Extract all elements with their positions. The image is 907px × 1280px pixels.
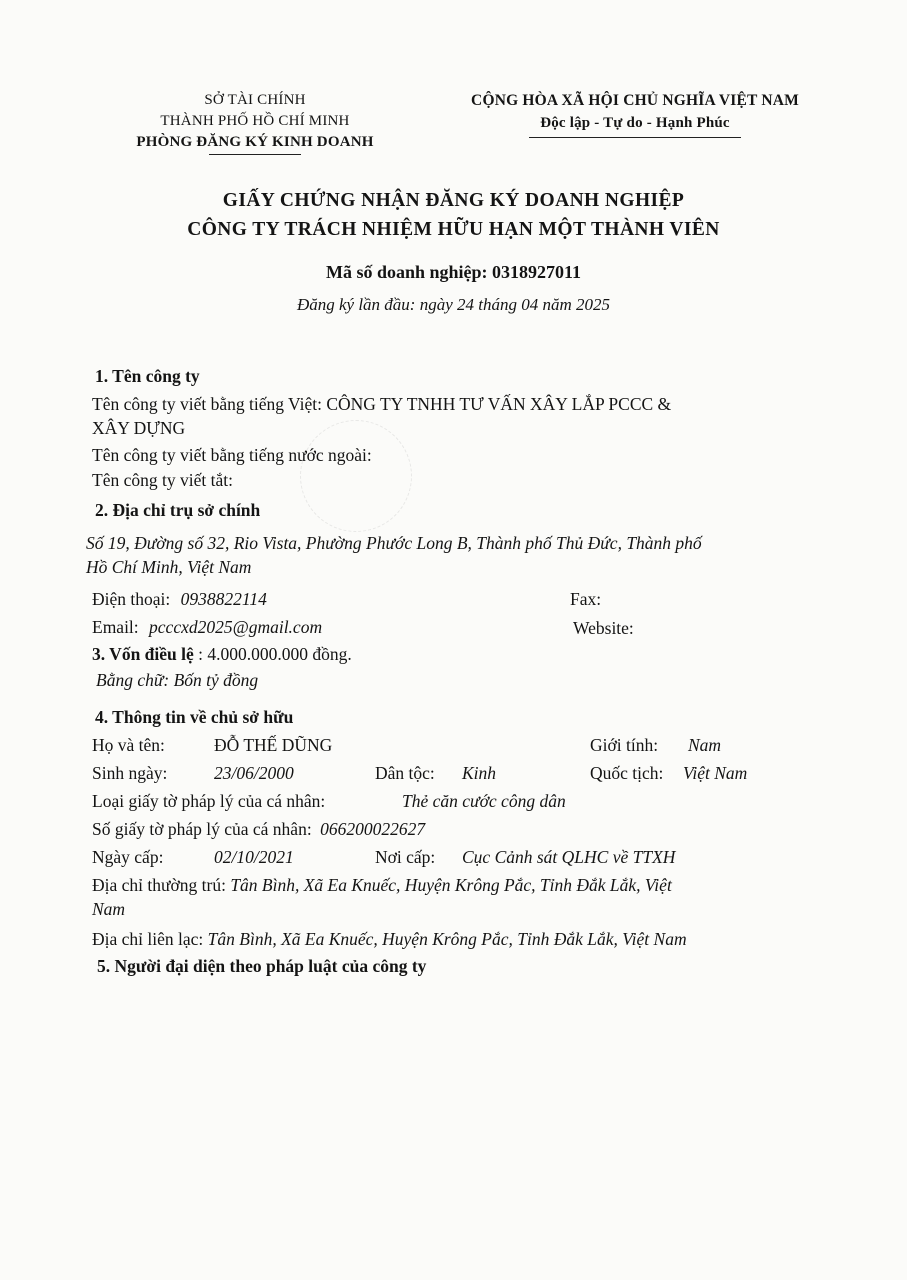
company-name-foreign-label: Tên công ty viết bằng tiếng nước ngoài:	[92, 445, 372, 465]
address-line1: Số 19, Đường số 32, Rio Vista, Phường Phước Long B, Thành phố Thủ Đức, Thành phố	[86, 533, 702, 553]
faded-stamp	[300, 420, 412, 532]
capital-amount: : 4.000.000.000 đồng.	[198, 644, 352, 664]
issue-date-value: 02/10/2021	[214, 847, 294, 867]
issue-date-label: Ngày cấp:	[92, 847, 164, 867]
company-name-vn-cont: XÂY DỰNG	[92, 418, 186, 438]
gender-label: Giới tính:	[590, 735, 659, 755]
nationality-value: Việt Nam	[683, 763, 748, 783]
doc-no-row	[92, 819, 425, 840]
ethnic-value: Kinh	[462, 763, 497, 783]
perm-address-label: Địa chỉ thường trú:	[92, 875, 226, 895]
contact-address: Tân Bình, Xã Ea Knuếc, Huyện Krông Pắc, Tỉnh Đắk Lắk, Việt Nam	[207, 929, 687, 949]
perm-address-line2: Nam	[92, 899, 126, 919]
phone-row	[92, 589, 267, 610]
phone-label: Điện thoại:	[92, 589, 171, 609]
nation-name: CỘNG HÒA XÃ HỘI CHỦ NGHĨA VIỆT NAM	[471, 92, 799, 109]
dob-label: Sinh ngày:	[92, 763, 168, 783]
issuer-line2: THÀNH PHỐ HỒ CHÍ MINH	[160, 113, 350, 129]
capital-words-row	[96, 670, 258, 691]
email-row	[92, 617, 322, 638]
issue-place-label: Nơi cấp:	[375, 847, 436, 867]
doc-subtitle: CÔNG TY TRÁCH NHIỆM HỮU HẠN MỘT THÀNH VIÊN	[187, 219, 720, 240]
fax-label: Fax:	[570, 589, 602, 609]
email-label: Email:	[92, 617, 139, 637]
company-name-short-label: Tên công ty viết tắt:	[92, 470, 233, 490]
issuer-line1: SỞ TÀI CHÍNH	[204, 92, 306, 108]
email-value: pcccxd2025@gmail.com	[149, 617, 323, 637]
enterprise-code: Mã số doanh nghiệp: 0318927011	[325, 262, 582, 282]
issuer-line3: PHÒNG ĐĂNG KÝ KINH DOANH	[136, 134, 374, 150]
section1-heading: 1. Tên công ty	[95, 366, 200, 386]
ethnic-label: Dân tộc:	[375, 763, 435, 783]
company-name-vn-label: Tên công ty viết bằng tiếng Việt:	[92, 394, 322, 414]
section4-heading: 4. Thông tin về chủ sở hữu	[95, 707, 294, 727]
issuer-header	[105, 90, 405, 155]
doc-type-label: Loại giấy tờ pháp lý của cá nhân:	[92, 791, 326, 811]
nation-motto: Độc lập - Tự do - Hạnh Phúc	[540, 115, 730, 131]
owner-name-label: Họ và tên:	[92, 735, 165, 755]
phone-value: 0938822114	[180, 589, 267, 609]
company-name-vn: CÔNG TY TNHH TƯ VẤN XÂY LẮP PCCC &	[326, 394, 672, 414]
nation-header	[425, 90, 845, 138]
address-line2: Hồ Chí Minh, Việt Nam	[86, 557, 252, 577]
section2-heading: 2. Địa chỉ trụ sở chính	[95, 500, 261, 520]
perm-address-row	[92, 875, 672, 896]
doc-no-value: 066200022627	[320, 819, 426, 839]
issuer-underline	[209, 154, 301, 155]
section5-heading: 5. Người đại diện theo pháp luật của công ty	[97, 956, 427, 976]
website-label: Website:	[573, 618, 634, 638]
section3-heading: 3. Vốn điều lệ	[92, 644, 194, 664]
nationality-label: Quốc tịch:	[590, 763, 664, 783]
doc-type-value: Thẻ căn cước công dân	[402, 791, 566, 811]
gender-value: Nam	[688, 735, 722, 755]
doc-title: GIẤY CHỨNG NHẬN ĐĂNG KÝ DOANH NGHIỆP	[222, 190, 685, 211]
capital-row	[92, 644, 352, 665]
motto-underline	[529, 137, 741, 138]
issue-place-value: Cục Cảnh sát QLHC về TTXH	[462, 847, 676, 867]
dob-value: 23/06/2000	[214, 763, 294, 783]
doc-no-label: Số giấy tờ pháp lý của cá nhân:	[92, 819, 312, 839]
capital-words: Bốn tỷ đồng	[173, 670, 259, 690]
contact-address-row	[92, 929, 687, 950]
owner-name: ĐỖ THẾ DŨNG	[214, 735, 333, 755]
registration-date: Đăng ký lần đầu: ngày 24 tháng 04 năm 2025	[296, 295, 611, 314]
contact-address-label: Địa chỉ liên lạc:	[92, 929, 204, 949]
capital-words-label: Bằng chữ:	[96, 670, 170, 690]
perm-address-line1: Tân Bình, Xã Ea Knuếc, Huyện Krông Pắc, Tỉnh Đắk Lắk, Việt	[230, 875, 672, 895]
company-name-vn-row	[92, 394, 671, 415]
